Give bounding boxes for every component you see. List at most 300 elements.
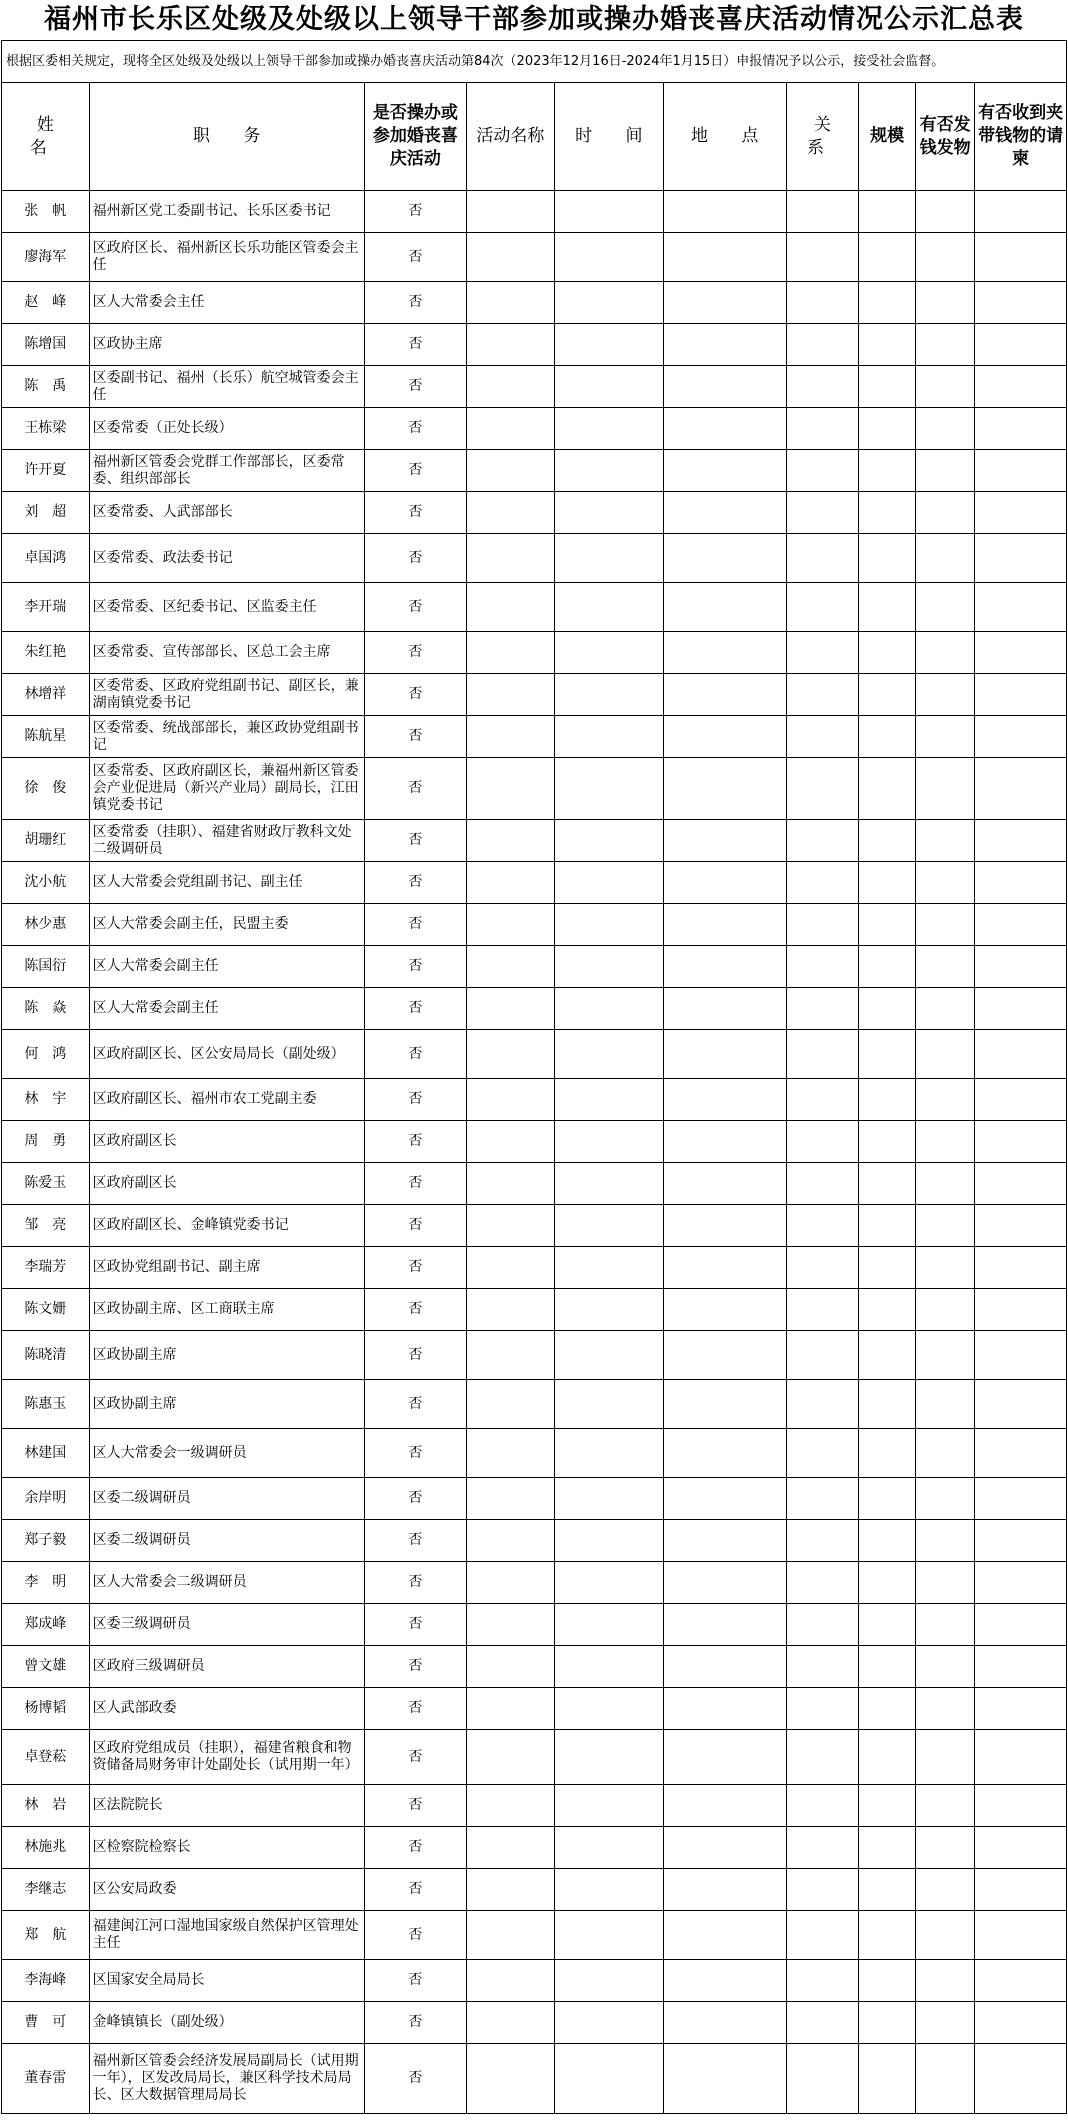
scale-cell [859, 862, 916, 904]
invitation-cell [975, 1730, 1067, 1785]
table-row [2, 758, 1067, 820]
relation-cell [786, 1520, 859, 1562]
activity-name-cell [467, 534, 555, 583]
gifts-cell [915, 1869, 974, 1911]
position-cell: 区政府副区长、福州市农工党副主委 [89, 1079, 364, 1121]
gifts-cell [915, 1380, 974, 1429]
roster-body [2, 191, 1067, 2114]
name-cell: 赵 峰 [2, 282, 90, 324]
table-row [2, 1478, 1067, 1520]
location-cell [663, 191, 786, 233]
scale-cell [859, 1331, 916, 1380]
scale-cell [859, 1785, 916, 1827]
activity-name-cell [467, 324, 555, 366]
table-row [2, 492, 1067, 534]
gifts-cell [915, 1730, 974, 1785]
name-cell: 陈文姗 [2, 1289, 90, 1331]
participation-cell: 否 [364, 450, 466, 492]
time-cell [554, 1827, 663, 1869]
gifts-cell [915, 1785, 974, 1827]
time-cell [554, 450, 663, 492]
table-row [2, 450, 1067, 492]
scale-cell [859, 1827, 916, 1869]
location-cell [663, 450, 786, 492]
participation-cell: 否 [364, 324, 466, 366]
gifts-cell [915, 1688, 974, 1730]
invitation-cell [975, 674, 1067, 716]
table-row [2, 1079, 1067, 1121]
location-cell [663, 758, 786, 820]
position-cell: 区人大常委会副主任 [89, 988, 364, 1030]
location-cell [663, 233, 786, 282]
invitation-cell [975, 1121, 1067, 1163]
relation-cell [786, 1289, 859, 1331]
relation-cell [786, 1478, 859, 1520]
name-cell: 郑成峰 [2, 1604, 90, 1646]
scale-cell [859, 450, 916, 492]
activity-name-cell [467, 1869, 555, 1911]
table-row [2, 282, 1067, 324]
participation-cell: 否 [364, 1121, 466, 1163]
gifts-cell [915, 1163, 974, 1205]
header-participation: 是否操办或参加婚丧喜庆活动 [364, 83, 466, 191]
activity-name-cell [467, 282, 555, 324]
position-cell: 区人大常委会一级调研员 [89, 1429, 364, 1478]
relation-cell [786, 1730, 859, 1785]
position-cell: 区人大常委会党组副书记、副主任 [89, 862, 364, 904]
activity-name-cell [467, 1079, 555, 1121]
activity-name-cell [467, 492, 555, 534]
activity-name-cell [467, 758, 555, 820]
invitation-cell [975, 408, 1067, 450]
gifts-cell [915, 758, 974, 820]
location-cell [663, 1520, 786, 1562]
table-row [2, 1030, 1067, 1079]
relation-cell [786, 1079, 859, 1121]
gifts-cell [915, 1205, 974, 1247]
position-cell: 区委常委、政法委书记 [89, 534, 364, 583]
invitation-cell [975, 1562, 1067, 1604]
position-cell: 区委常委、人武部部长 [89, 492, 364, 534]
scale-cell [859, 1247, 916, 1289]
time-cell [554, 2044, 663, 2114]
relation-cell [786, 450, 859, 492]
relation-cell [786, 2002, 859, 2044]
time-cell [554, 1646, 663, 1688]
name-cell: 李继志 [2, 1869, 90, 1911]
invitation-cell [975, 1960, 1067, 2002]
relation-cell [786, 1646, 859, 1688]
position-cell: 区人武部政委 [89, 1688, 364, 1730]
location-cell [663, 716, 786, 758]
location-cell [663, 1205, 786, 1247]
time-cell [554, 632, 663, 674]
activity-name-cell [467, 716, 555, 758]
position-cell: 区政府三级调研员 [89, 1646, 364, 1688]
time-cell [554, 1030, 663, 1079]
scale-cell [859, 820, 916, 862]
table-row [2, 1520, 1067, 1562]
participation-cell: 否 [364, 1869, 466, 1911]
time-cell [554, 534, 663, 583]
participation-cell: 否 [364, 1205, 466, 1247]
name-cell: 余岸明 [2, 1478, 90, 1520]
name-cell: 林施兆 [2, 1827, 90, 1869]
participation-cell: 否 [364, 583, 466, 632]
location-cell [663, 534, 786, 583]
location-cell [663, 2044, 786, 2114]
participation-cell: 否 [364, 1079, 466, 1121]
participation-cell: 否 [364, 820, 466, 862]
relation-cell [786, 1429, 859, 1478]
position-cell: 区委常委、区纪委书记、区监委主任 [89, 583, 364, 632]
time-cell [554, 1205, 663, 1247]
participation-cell: 否 [364, 366, 466, 408]
participation-cell: 否 [364, 1331, 466, 1380]
invitation-cell [975, 988, 1067, 1030]
gifts-cell [915, 324, 974, 366]
relation-cell [786, 1030, 859, 1079]
gifts-cell [915, 1030, 974, 1079]
header-time: 时 间 [554, 83, 663, 191]
table-row [2, 2002, 1067, 2044]
participation-cell: 否 [364, 988, 466, 1030]
location-cell [663, 632, 786, 674]
name-cell: 李开瑞 [2, 583, 90, 632]
time-cell [554, 988, 663, 1030]
relation-cell [786, 1163, 859, 1205]
location-cell [663, 1960, 786, 2002]
time-cell [554, 1478, 663, 1520]
time-cell [554, 2002, 663, 2044]
invitation-cell [975, 1205, 1067, 1247]
relation-cell [786, 1205, 859, 1247]
time-cell [554, 862, 663, 904]
gifts-cell [915, 2044, 974, 2114]
name-cell: 何 鸿 [2, 1030, 90, 1079]
activity-name-cell [467, 1030, 555, 1079]
participation-cell: 否 [364, 862, 466, 904]
location-cell [663, 1562, 786, 1604]
position-cell: 区公安局政委 [89, 1869, 364, 1911]
participation-cell: 否 [364, 492, 466, 534]
participation-cell: 否 [364, 408, 466, 450]
location-cell [663, 946, 786, 988]
activity-name-cell [467, 1205, 555, 1247]
gifts-cell [915, 1247, 974, 1289]
activity-name-cell [467, 2044, 555, 2114]
position-cell: 区政府副区长、金峰镇党委书记 [89, 1205, 364, 1247]
scale-cell [859, 534, 916, 583]
relation-cell [786, 583, 859, 632]
participation-cell: 否 [364, 534, 466, 583]
participation-cell: 否 [364, 282, 466, 324]
time-cell [554, 1380, 663, 1429]
invitation-cell [975, 1478, 1067, 1520]
participation-cell: 否 [364, 2002, 466, 2044]
location-cell [663, 1030, 786, 1079]
invitation-cell [975, 904, 1067, 946]
activity-name-cell [467, 1331, 555, 1380]
time-cell [554, 324, 663, 366]
scale-cell [859, 758, 916, 820]
table-row [2, 1289, 1067, 1331]
position-cell: 区委二级调研员 [89, 1478, 364, 1520]
position-cell: 区政府副区长 [89, 1121, 364, 1163]
location-cell [663, 1869, 786, 1911]
name-cell: 李 明 [2, 1562, 90, 1604]
name-cell: 杨博韬 [2, 1688, 90, 1730]
activity-name-cell [467, 632, 555, 674]
participation-cell: 否 [364, 191, 466, 233]
activity-name-cell [467, 1911, 555, 1960]
invitation-cell [975, 1604, 1067, 1646]
scale-cell [859, 1205, 916, 1247]
gifts-cell [915, 632, 974, 674]
table-row [2, 1911, 1067, 1960]
relation-cell [786, 2044, 859, 2114]
name-cell: 林少惠 [2, 904, 90, 946]
location-cell [663, 674, 786, 716]
table-row [2, 366, 1067, 408]
name-cell: 林 岩 [2, 1785, 90, 1827]
relation-cell [786, 716, 859, 758]
location-cell [663, 324, 786, 366]
location-cell [663, 1429, 786, 1478]
scale-cell [859, 282, 916, 324]
table-row [2, 583, 1067, 632]
gifts-cell [915, 1331, 974, 1380]
location-cell [663, 862, 786, 904]
table-row [2, 1646, 1067, 1688]
name-cell: 林增祥 [2, 674, 90, 716]
gifts-cell [915, 450, 974, 492]
participation-cell: 否 [364, 1960, 466, 2002]
relation-cell [786, 534, 859, 583]
table-row [2, 1785, 1067, 1827]
relation-cell [786, 366, 859, 408]
relation-cell [786, 324, 859, 366]
time-cell [554, 1163, 663, 1205]
activity-name-cell [467, 1429, 555, 1478]
table-row [2, 1331, 1067, 1380]
position-cell: 区人大常委会副主任，民盟主委 [89, 904, 364, 946]
name-cell: 胡珊红 [2, 820, 90, 862]
relation-cell [786, 1688, 859, 1730]
name-cell: 曾文雄 [2, 1646, 90, 1688]
name-cell: 董春雷 [2, 2044, 90, 2114]
invitation-cell [975, 534, 1067, 583]
page-title: 福州市长乐区处级及处级以上领导干部参加或操办婚丧喜庆活动情况公示汇总表 [44, 4, 1024, 35]
invitation-cell [975, 820, 1067, 862]
location-cell [663, 2002, 786, 2044]
scale-cell [859, 1289, 916, 1331]
time-cell [554, 408, 663, 450]
name-cell: 陈 焱 [2, 988, 90, 1030]
name-cell: 邹 亮 [2, 1205, 90, 1247]
invitation-cell [975, 2002, 1067, 2044]
table-row [2, 988, 1067, 1030]
name-cell: 徐 俊 [2, 758, 90, 820]
scale-cell [859, 1960, 916, 2002]
relation-cell [786, 492, 859, 534]
table-row [2, 1960, 1067, 2002]
position-cell: 福州新区管委会经济发展局副局长（试用期一年），区发改局局长，兼区科学技术局局长、区大数据管理局局长 [89, 2044, 364, 2114]
position-cell: 福州新区管委会党群工作部部长，区委常委、组织部部长 [89, 450, 364, 492]
location-cell [663, 1827, 786, 1869]
gifts-cell [915, 492, 974, 534]
name-cell: 陈航星 [2, 716, 90, 758]
relation-cell [786, 191, 859, 233]
invitation-cell [975, 450, 1067, 492]
scale-cell [859, 1030, 916, 1079]
scale-cell [859, 1429, 916, 1478]
activity-name-cell [467, 862, 555, 904]
relation-cell [786, 1869, 859, 1911]
position-cell: 区委常委、区政府副区长，兼福州新区管委会产业促进局（新兴产业局）副局长，江田镇党委书记 [89, 758, 364, 820]
position-cell: 区政协副主席 [89, 1331, 364, 1380]
relation-cell [786, 1827, 859, 1869]
gifts-cell [915, 534, 974, 583]
participation-cell: 否 [364, 1478, 466, 1520]
position-cell: 区法院院长 [89, 1785, 364, 1827]
gifts-cell [915, 2002, 974, 2044]
relation-cell [786, 1604, 859, 1646]
position-cell: 区国家安全局局长 [89, 1960, 364, 2002]
activity-name-cell [467, 583, 555, 632]
location-cell [663, 1380, 786, 1429]
activity-name-cell [467, 1247, 555, 1289]
invitation-cell [975, 862, 1067, 904]
time-cell [554, 1730, 663, 1785]
table-row [2, 2044, 1067, 2114]
activity-name-cell [467, 1562, 555, 1604]
table-row [2, 820, 1067, 862]
table-row [2, 408, 1067, 450]
position-cell: 区委常委（正处长级） [89, 408, 364, 450]
location-cell [663, 583, 786, 632]
position-cell: 区委三级调研员 [89, 1604, 364, 1646]
gifts-cell [915, 1289, 974, 1331]
invitation-cell [975, 492, 1067, 534]
table-row [2, 1163, 1067, 1205]
time-cell [554, 1520, 663, 1562]
scale-cell [859, 408, 916, 450]
location-cell [663, 1478, 786, 1520]
time-cell [554, 282, 663, 324]
scale-cell [859, 1688, 916, 1730]
name-cell: 刘 超 [2, 492, 90, 534]
name-cell: 卓国鸿 [2, 534, 90, 583]
position-cell: 区政协党组副书记、副主席 [89, 1247, 364, 1289]
participation-cell: 否 [364, 674, 466, 716]
table-row [2, 233, 1067, 282]
position-cell: 金峰镇镇长（副处级） [89, 2002, 364, 2044]
location-cell [663, 282, 786, 324]
name-cell: 郑 航 [2, 1911, 90, 1960]
participation-cell: 否 [364, 1289, 466, 1331]
time-cell [554, 492, 663, 534]
scale-cell [859, 233, 916, 282]
time-cell [554, 716, 663, 758]
activity-name-cell [467, 1604, 555, 1646]
location-cell [663, 492, 786, 534]
scale-cell [859, 1869, 916, 1911]
invitation-cell [975, 233, 1067, 282]
name-cell: 陈惠玉 [2, 1380, 90, 1429]
name-cell: 李海峰 [2, 1960, 90, 2002]
invitation-cell [975, 716, 1067, 758]
invitation-cell [975, 191, 1067, 233]
relation-cell [786, 408, 859, 450]
time-cell [554, 946, 663, 988]
relation-cell [786, 862, 859, 904]
relation-cell [786, 674, 859, 716]
gifts-cell [915, 946, 974, 988]
participation-cell: 否 [364, 904, 466, 946]
time-cell [554, 758, 663, 820]
location-cell [663, 1121, 786, 1163]
scale-cell [859, 674, 916, 716]
gifts-cell [915, 583, 974, 632]
gifts-cell [915, 1827, 974, 1869]
invitation-cell [975, 1163, 1067, 1205]
participation-cell: 否 [364, 1646, 466, 1688]
invitation-cell [975, 632, 1067, 674]
activity-name-cell [467, 946, 555, 988]
time-cell [554, 1911, 663, 1960]
location-cell [663, 1911, 786, 1960]
scale-cell [859, 583, 916, 632]
invitation-cell [975, 1030, 1067, 1079]
time-cell [554, 1604, 663, 1646]
scale-cell [859, 1478, 916, 1520]
activity-name-cell [467, 1785, 555, 1827]
table-row [2, 1730, 1067, 1785]
activity-name-cell [467, 988, 555, 1030]
activity-name-cell [467, 1827, 555, 1869]
position-cell: 区政府副区长、区公安局局长（副处级） [89, 1030, 364, 1079]
activity-name-cell [467, 1289, 555, 1331]
invitation-cell [975, 324, 1067, 366]
participation-cell: 否 [364, 716, 466, 758]
relation-cell [786, 632, 859, 674]
participation-cell: 否 [364, 1827, 466, 1869]
location-cell [663, 408, 786, 450]
position-cell: 区委常委、统战部部长，兼区政协党组副书记 [89, 716, 364, 758]
position-cell: 福州新区党工委副书记、长乐区委书记 [89, 191, 364, 233]
table-row [2, 191, 1067, 233]
activity-name-cell [467, 366, 555, 408]
location-cell [663, 1163, 786, 1205]
scale-cell [859, 492, 916, 534]
activity-name-cell [467, 1730, 555, 1785]
time-cell [554, 1688, 663, 1730]
relation-cell [786, 946, 859, 988]
activity-name-cell [467, 1520, 555, 1562]
scale-cell [859, 904, 916, 946]
location-cell [663, 366, 786, 408]
header-name: 姓 名 [2, 83, 90, 191]
table-row [2, 1121, 1067, 1163]
scale-cell [859, 2002, 916, 2044]
scale-cell [859, 988, 916, 1030]
relation-cell [786, 1785, 859, 1827]
invitation-cell [975, 282, 1067, 324]
gifts-cell [915, 1520, 974, 1562]
position-cell: 区委常委、宣传部部长、区总工会主席 [89, 632, 364, 674]
location-cell [663, 1730, 786, 1785]
